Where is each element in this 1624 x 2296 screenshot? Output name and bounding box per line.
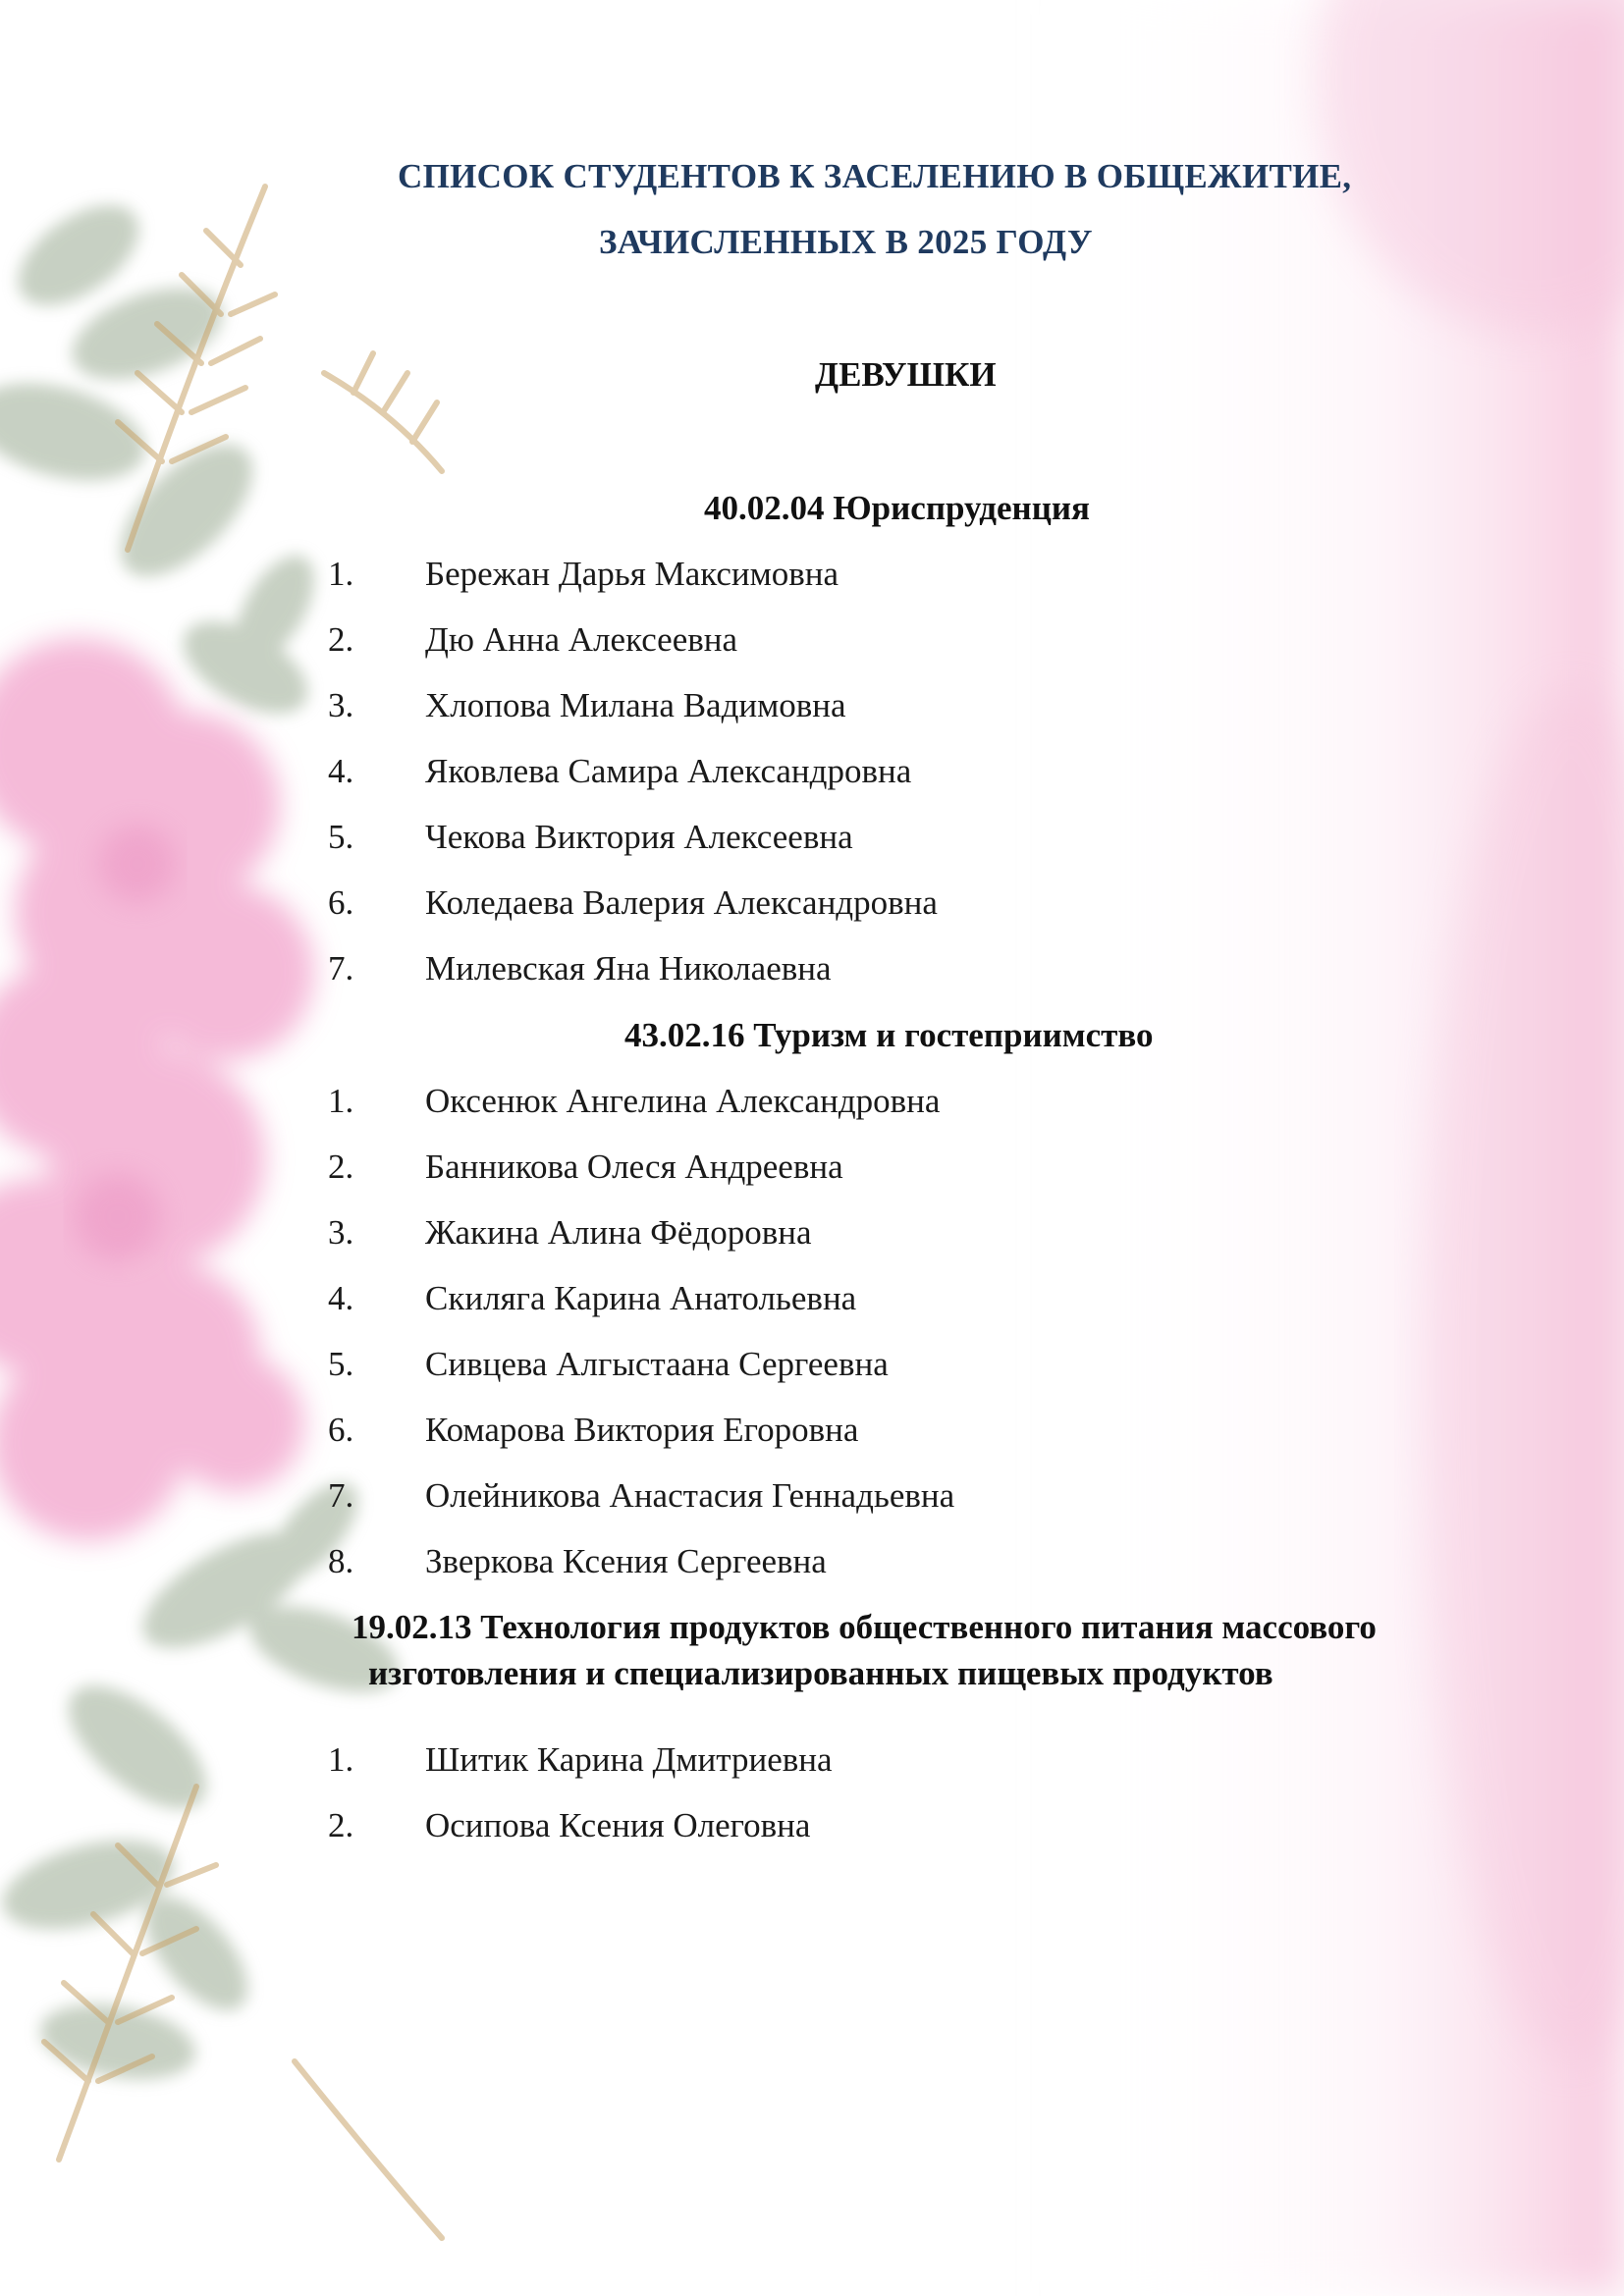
group-title-tourism: 43.02.16 Туризм и гостеприимство	[624, 1016, 1154, 1054]
group-title-food-technology-line1: 19.02.13 Технология продуктов общественного питания массового	[352, 1608, 1377, 1646]
group-title-food-technology-line2: изготовления и специализированных пищевых продуктов	[368, 1654, 1273, 1692]
document-title-line2: ЗАЧИСЛЕННЫХ В 2025 ГОДУ	[599, 223, 1093, 261]
subtitle-girls: ДЕВУШКИ	[815, 355, 997, 394]
student-list-document: СПИСОК СТУДЕНТОВ К ЗАСЕЛЕНИЮ В ОБЩЕЖИТИЕ, ЗАЧИСЛЕННЫХ В 2025 ГОДУ ДЕВУШКИ 40.02.04 Юриспруденция 1. Бережан Дарья Максимовна 2. Дю Анна Алексеевна 3. Хлопова Милана Вадимовна 4. Яковлева Самира Александровна 5. Чекова Виктория Алексеевна 6. Коледаева Валерия Александровна 7. Милевская Яна Николаевна 43.02.16 Туризм и гостеприимство 1. Оксенюк Ангелина Александровна 2. Банникова Олеся Андреевна 3. Жакина Алина Фёдоровна 4. Скиляга Карина Анатольевна 5. Сивцева Алгыстаана Сергеевна 6. Комарова Виктория Егоровна 7. Олейникова Анастасия Геннадьевна 8. Зверкова Ксения Сергеевна 19.02.13 Технология продуктов общественного питания массового изготовления и специализированных пищевых продуктов 1. Шитик Карина Дмитриевна 2. Осипова Ксения Олеговна	[328, 157, 1377, 1844]
document-title-line1: СПИСОК СТУДЕНТОВ К ЗАСЕЛЕНИЮ В ОБЩЕЖИТИЕ,	[398, 157, 1352, 195]
group-title-jurisprudence: 40.02.04 Юриспруденция	[704, 489, 1090, 527]
